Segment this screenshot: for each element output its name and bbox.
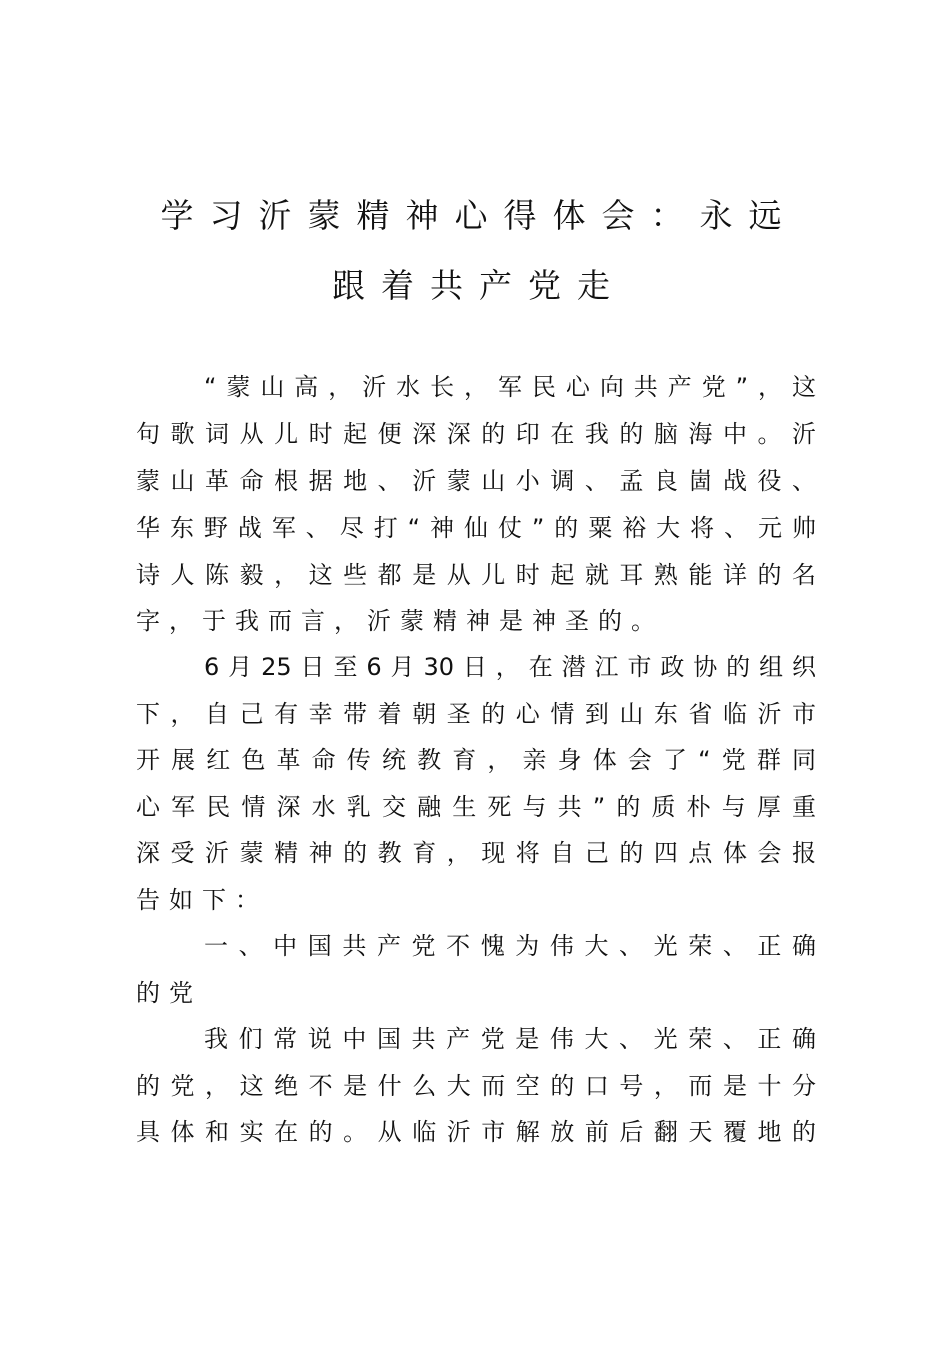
paragraph-2-line-4: 心军民情深水乳交融生死与共”的质朴与厚重 [136,793,816,821]
paragraph-2-line-1: 6月25日至6月30日，在潜江市政协的组织 [204,653,816,681]
paragraph-3-line-1: 我们常说中国共产党是伟大、光荣、正确 [204,1025,816,1053]
paragraph-1-line-3: 蒙山革命根据地、沂蒙山小调、孟良崮战役、 [136,467,816,495]
paragraph-3-line-2: 的党，这绝不是什么大而空的口号，而是十分 [136,1072,816,1100]
paragraph-3-line-3: 具体和实在的。从临沂市解放前后翻天覆地的 [136,1118,816,1146]
section-heading-line-1: 一、中国共产党不愧为伟大、光荣、正确 [204,932,816,960]
paragraph-1-line-6: 字，于我而言，沂蒙精神是神圣的。 [136,607,664,635]
document-title-line-1: 学习沂蒙精神心得体会：永远 [160,196,798,235]
paragraph-1-line-1: “蒙山高，沂水长，军民心向共产党”，这 [204,373,816,401]
document-title-line-2: 跟着共产党走 [332,266,626,305]
paragraph-2-line-5: 深受沂蒙精神的教育，现将自己的四点体会报 [136,839,816,867]
paragraph-1-line-2: 句歌词从儿时起便深深的印在我的脑海中。沂 [136,420,816,448]
paragraph-2-line-2: 下，自己有幸带着朝圣的心情到山东省临沂市 [136,700,816,728]
paragraph-1-line-5: 诗人陈毅，这些都是从儿时起就耳熟能详的名 [136,561,816,589]
paragraph-2-line-6: 告如下： [136,886,268,914]
paragraph-2-line-3: 开展红色革命传统教育，亲身体会了“党群同 [136,746,816,774]
section-heading-line-2: 的党 [136,979,202,1007]
paragraph-1-line-4: 华东野战军、尽打“神仙仗”的粟裕大将、元帅 [136,514,816,542]
